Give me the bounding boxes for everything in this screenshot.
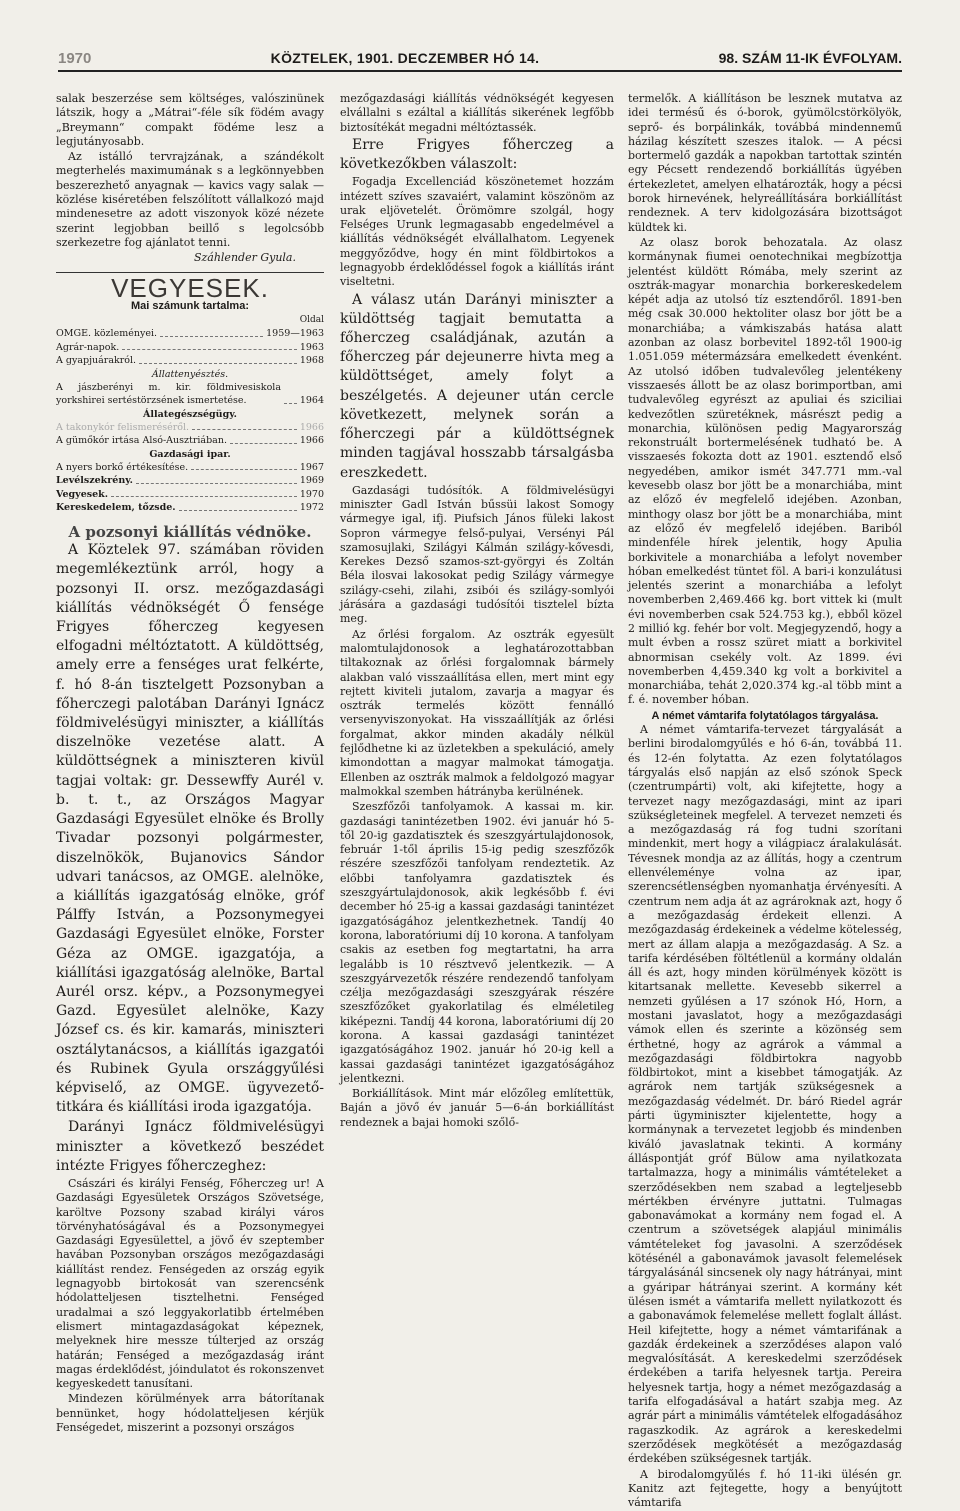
paragraph: termelők. A kiállításon be lesznek mutatva az idei termésű és ó-borok, gyümölcstörkölyök, seprő- és borpálinkák, továbbá mindennemű házilag készített szeszes italok. — A pécsi bortermelő gazdák a napokban tartottak szintén egy Pécsett rendezendő borkiállítás ügyében értekezletet, amelyen elhatározták, hogy a pécsi borok hirnevének, helyreállítására borkiállítást rendeznek. A terv kidolgozására bizottságot küldtek ki. <box>628 92 902 234</box>
paragraph: Mindezen körülmények arra bátorítanak bennünket, hogy hódolatteljesen kérjük Fenségedet, miszerint a pozsonyi országos <box>56 1392 324 1434</box>
author-signature: Száhlender Gyula. <box>193 251 296 265</box>
article-body <box>56 541 324 1176</box>
page-number: 1970 <box>58 50 92 67</box>
toc-subheading: Gazdasági ipar. <box>149 448 231 460</box>
issue-info: 98. SZÁM 11-IK ÉVFOLYAM. <box>718 50 902 66</box>
toc-subheading: Állategészségügy. <box>143 408 237 420</box>
toc-row: A nyers borkő értékesítése. 1967 <box>56 461 324 473</box>
paragraph: A Köztelek 97. számában röviden megemlékeztünk arról, hogy a pozsonyi II. orsz. mezőgazdasági kiállítás védnökségét Ő fensége Frigyes főherczeg kegyesen elfogadni méltóztatott. A küldöttség, amely erre a fenséges urat felkérte, f. hó 8-án tisztelgett Pozsonyban a főherczegi palotában Darányi Ignácz földmivelésügyi miniszter, a kiállítás diszelnöke vezetése alatt. A küldöttségnek a miniszteren kivül tagjai voltak: gr. Dessewffy Aurél v. b. t. t., az Országos Magyar Gazdasági Egyesület elnöke és Brolly Tivadar pozsonyi polgármester, diszelnökök, Bujanovics Sándor udvari tanácsos, az OMGE. alelnöke, a kiállítás igazgatóság elnöke, gróf Pálffy István, a Pozsonymegyei Gazdasági Egyesület elnöke, Forster Géza az OMGE. igazgatója, a kiállítási igazgatóság alelnöke, Bartal Aurél orsz. képv., a Pozsonymegyei Gazd. Egyesület alelnöke, Kazy József cs. és kir. kamarás, miniszteri osztálytanácsos, a kiállítás igazgatói és Rubinek Gyula országgyűlési képviselő, az OMGE. ügyvezető-titkára és kiállítási iroda igazgatója. <box>56 542 324 1116</box>
toc-row: OMGE. közleményei. 1959—1963 <box>56 328 324 340</box>
paragraph: Szeszfőzői tanfolyamok. A kassai m. kir. gazdasági tanintézetben 1902. évi január hó 5-től 20-ig gazdatisztek és szeszgyártulajdonosok, február 1-től április 15-ig pedig szeszfőzők részére szeszfőzői tanfolyam rendeztetik. Az előbbi tanfolyamra gazdatisztek és szeszgyártulajdonosok, akik legkésőbb f. évi december hó 25-ig a kassai gazdasági tanintézet igazgatóságához jelentkezhetnek. Tandíj 40 korona, laboratóriumi díj 10 korona. A tanfolyam csakis az esetben fog megtartatni, ha arra legalább is 10 résztvevő jelentkezik. — A szeszgyárvezetők részére rendezendő tanfolyam czélja mezőgazdasági szeszgyárak részére szeszfőzőket gyakorlatilag és elméletileg kiképezni. Tandíj 44 korona, laboratóriumi díj 20 korona. A kassai gazdasági tanintézet igazgatóságához 1902. január hó 20-ig kell a kassai gazdasági tanintézet igazgatóságához jelentkezni. <box>340 800 614 1085</box>
paragraph: A válasz után Darányi miniszter a küldöttség tagjait bemutatta a főherczeg családjának, azután a főherczeg pár dejeunerre hivta meg a küldöttséget, amely folyt a beszélgetés. A dejeuner után cercle következett, melynek során a főherczegi pár a küldöttségnek minden tagjával hosszabb társalgásba ereszkedett. <box>340 291 614 481</box>
article-title: A pozsonyi kiállítás védnöke. <box>68 522 312 541</box>
paragraph: Borkiállítások. Mint már előzőleg említettük, Baján a jövő év január 5—6-án borkiállítást rendeznek a bajai homoki szőlő- <box>340 1087 614 1129</box>
section-title: VEGYESEK. <box>111 272 269 303</box>
journal-title: KÖZTELEK, 1901. DECZEMBER HÓ 14. <box>270 50 540 66</box>
toc-row: Levélszekrény. 1969 <box>56 475 324 487</box>
toc-row: Vegyesek. 1970 <box>56 488 324 500</box>
toc-row: A gümőkór irtása Alsó-Ausztriában. 1966 <box>56 435 324 447</box>
column-3 <box>628 92 902 1511</box>
toc-row: A jászberényi m. kir. földmivesiskola yorkshirei sertéstörzsének ismertetése. 1964 <box>56 381 324 407</box>
toc-row: Agrár-napok. 1963 <box>56 341 324 353</box>
paragraph: A német vámtarifa-tervezet tárgyalását a berlini birodalomgyűlés e hó 6-án, továbbá 11. és 12-én folytatta. Az ezen folytatólagos tárgyalás első napján az első szónok Speck (czentrumpárti) volt, aki kifejtette, hogy a tervezet nagy mezőgazdasági, mint az ipari szükségleteinek megfelel. A tervezet nemzeti és a mezőgazdaság rá fog tudni szorítani mindenkit, mert hogy a világpiacz áralakulását. Tévesnek mondja az az állítás, hogy a czentrum ellenvéleménye volna az ipar, szerencsétlenségben nyomanhatja érvényesíti. A czentrum nem adja át az agrároknak azt, hogy ő a mezőgazdaság érdekeit ellenzi. A mezőgazdaság érdekeinek a védelme kötelesség, mert az állam alapja a mezőgazdaság. A Sz. a tarifa kérdésében föltétlenül a kormány oldalán áll és azt, hogy minden körülmények között is kitartsanak mellette. Kevesebb sikerrel a nemzeti gyűlésen a 17 szónok Hó, Horn, a mostani javaslatot, hogy a mezőgazdasági vámok ellen és szerinte a közönség sem érthetné, hogy az agrárok a vámmal a mezőgazdasági földbirtokra nagyobb földbirtokot, mint a kisebbet támogatják. Az agrárok nem tartják szükségesnek a mezőgazdaság védelmét. Dr. báró Riedel agrár párti ügyminiszter kijelentette, hogy a kormánynak a tervezetet legjobb és mindenben kiváló javaslatnak tekinti. A kormány álláspontját gróf Bülow ama nyilatkozata tartalmazza, hogy a minimális vámtételeket a szerződésekben nem szabad a legteljesebb mértékben érvényre juttatni. Tulmagas gabonavámokat a kormány nem fogad el. A czentrum a szövetségek alapjául minimális vámtételeket fog javasolni. A szerződések kötésénél a gabonavámok javasolt felemelések tárgyalásánál sincsenek oly nagy hátrányai, mint a gyáripar hátrányai szerint. A kormány két ülésen ismét a vámtarifa mellett nyilatkozott és a gabonavámok felemelése mellett foglalt állást. Heil kifejtette, hogy a német vámtarifának a gazdák érdekeinek a szerződéses alapon való megvalósítását. A kereskedelmi szerződések érdekében a tarifa helyesnek tartja. Pereira helyesnek tartja, hogy a német mezőgazdaság a tarifa elfogadásával a határt szabja meg. Az agrár párt a minimális vámtételek elfogadásához ragaszkodik. Az agrárok a kereskedelmi szerződések megkötését a mezőgazdaság érdekében szükségesnek tartják. <box>628 723 902 1466</box>
toc-heading: Mai számunk tartalma: <box>131 299 249 312</box>
paragraph: Fogadja Excellenciád köszönetemet hozzám intézett szíves szavaiért, valamint köszönöm az urak eljövetelét. Örömömre szolgál, hogy Felséges Urunk legmagasabb engedelmével a kiállítás védnökségét elvállalhatom. Legyenek meggyőződve, hogy én mint földbirtokos a legnagyobb érdeklődéssel fogok a kiállítás iránt viseltetni. <box>340 175 614 289</box>
toc-column-label: Oldal <box>299 315 324 326</box>
table-of-contents <box>56 299 324 515</box>
column-2 <box>340 92 614 1131</box>
paragraph: Gazdasági tudósítók. A földmivelésügyi miniszter Gadl István bűssüi lakost Somogy vármegye igal, ifj. Piufsich János füleki lakost Sopron vármegye felső-pulyai, Versényi Pál szamosujlaki, Szilágyi Kálmán szilágy-kővesdi, Kerekes Dezső szamos-szt-györgyi és Zoltán Béla ilosvai lakosokat pedig Szilágy vármegye szilágy-csehi, zilahi, zsibói és szilágy-somlyói járására a gazdasági tudósítói tisztelel bízta meg. <box>340 483 614 626</box>
column-1 <box>56 92 324 1436</box>
paragraph: Az őrlési forgalom. Az osztrák egyesült malomtulajdonosok a leghatározottabban tiltakoznak az őrlési forgalomnak bármely alakban való visszaállítása ellen, mert mint egy rejtett kiviteli jutalom, zavarja a magyar és osztrák termelés között fennálló versenyviszonyokat. Ha visszaállítják az őrlési forgalmat, akkor minden akadály nélkül fejlődhetne ki az üzletekben a spekuláció, amely kimondottan a magyar malmokat támogatja. Ellenben az osztrák malmok a feldolgozó magyar malmokkal szemben hátrányba kerülnének. <box>340 627 614 798</box>
page-header <box>58 50 902 72</box>
paragraph: mezőgazdasági kiállítás védnökségét kegyesen elvállalni s ezáltal a kiállítás sikerének legfőbb biztosítékát megadni méltóztassék. <box>340 92 614 134</box>
toc-row: Kereskedelem, tőzsde. 1972 <box>56 502 324 514</box>
paragraph: Erre Frigyes főherczeg a következőkben válaszolt: <box>340 136 614 173</box>
paragraph: Darányi Ignácz földmivelésügyi miniszter a következő beszédet intézte Frigyes főherczeghez: <box>56 1119 324 1174</box>
paragraph: A birodalomgyűlés f. hó 11-iki ülésén gr. Kanitz azt fejtegette, hogy a benyújtott vámtarifa <box>628 1467 902 1510</box>
paragraph: salak beszerzése sem költséges, valószinünek látszik, hogy a „Mátrai“-féle sík födém avagy „Breymann“ compakt födéme lesz a legjutányosabb. <box>56 92 324 148</box>
toc-subheading: Állattenyésztés. <box>151 368 229 380</box>
toc-row: A takonykór felismeréséről. 1966 <box>56 421 324 433</box>
toc-row: A gyapjuárakról. 1968 <box>56 355 324 367</box>
paragraph: Az olasz borok behozatala. Az olasz kormánynak fiumei oenotechnikai megbízottja jelentést küldött Rómába, mely szerint az osztrák-magyar monarchia borkereskedelem képét adja az utolsó tíz esztendőről. 1891-ben még csak 30.000 hektoliter olasz bor jött be a monarchiába; a vámkiszabás hatása alatt azonban az olasz borbevitel 1892-től 1900-ig 1.051.059 métermázsára emelkedett évenként. Az utolsó időben tudvalevőleg jelentékeny visszaesés állott be az olasz borimportban, ami tudvalevőleg egyrészt az apuliai és sziciliai kedvezőtlen szüretéknek, másrészt pedig a monarchia, különösen pedig Magyarország rekonstruált bortermelésének tudható be. A visszaesés fokozta dott az 1901. esztendő első negyedében, amikor ismét 347.771 mm.-val kevesebb olasz bor jött be a monarchiába, mint az előző év megfelelő idejében. Azonban, minthogy olasz bor jött be a monarchiába, mint az előző év megfelelő idejében. Bariból mindenféle hírek jelentik, hogy Apulia borkivitele a monarchiába a lefolyt november hóban emelkedést tüntet föl. A bari-i konzulátusi jelentés szerint a monarchiába a lefolyt novemberben 2,469.466 kg. bort vittek ki (mult évi novemberben csak 524.753 kg.), ebből közel 2 millió kg. fehér bor volt. Megjegyzendő, hogy a mult évben a rossz szüret miatt a borkivitel abnormisan csekély volt. Az 1899. évi novemberben 4,459.340 kg volt a borkivitel a monarchiába, tehát 2,020.374 kg.-al több mint a f. é. november hóban. <box>628 235 902 707</box>
paragraph: Császári és királyi Fenség, Főherczeg ur! A Gazdasági Egyesületek Országos Szövetsége, karöltve Pozsony szabad királyi város törvényhatóságával és a Pozsonymegyei Gazdasági Egyesülettel, a jövő év szeptember havában Pozsonyban országos mezőgazdasági kiállítást rendez. Fenségeden az ország egyik legnagyobb birtokosát van szerencsénk hódolatteljesen tisztelhetni. Fenséged uradalmai a szó leggyakorlatibb értelmében elismert mintagazdaságokat képeznek, melyeknek hire messze túlterjed az ország határán; Fenséged a mezőgazdaság iránt magas érdeklődést, jóindulatot és rokonszenvet kegyeskedett tanusítani. <box>56 1176 324 1391</box>
article-heading: A német vámtarifa folytatólagos tárgyalása. <box>651 709 879 722</box>
paragraph: Az istálló tervrajzának, a szándékolt megterhelés maximumának s a legkönnyebben beszerezhető anyagnak — kavics vagy salak — közlése kiséretében felszólított vállalkozó majd mindenesetre az adott viszonyok közé nézete szerint legjobban beillő s legolcsóbb szerkezetre fog ajánlatot tenni. <box>56 150 324 249</box>
